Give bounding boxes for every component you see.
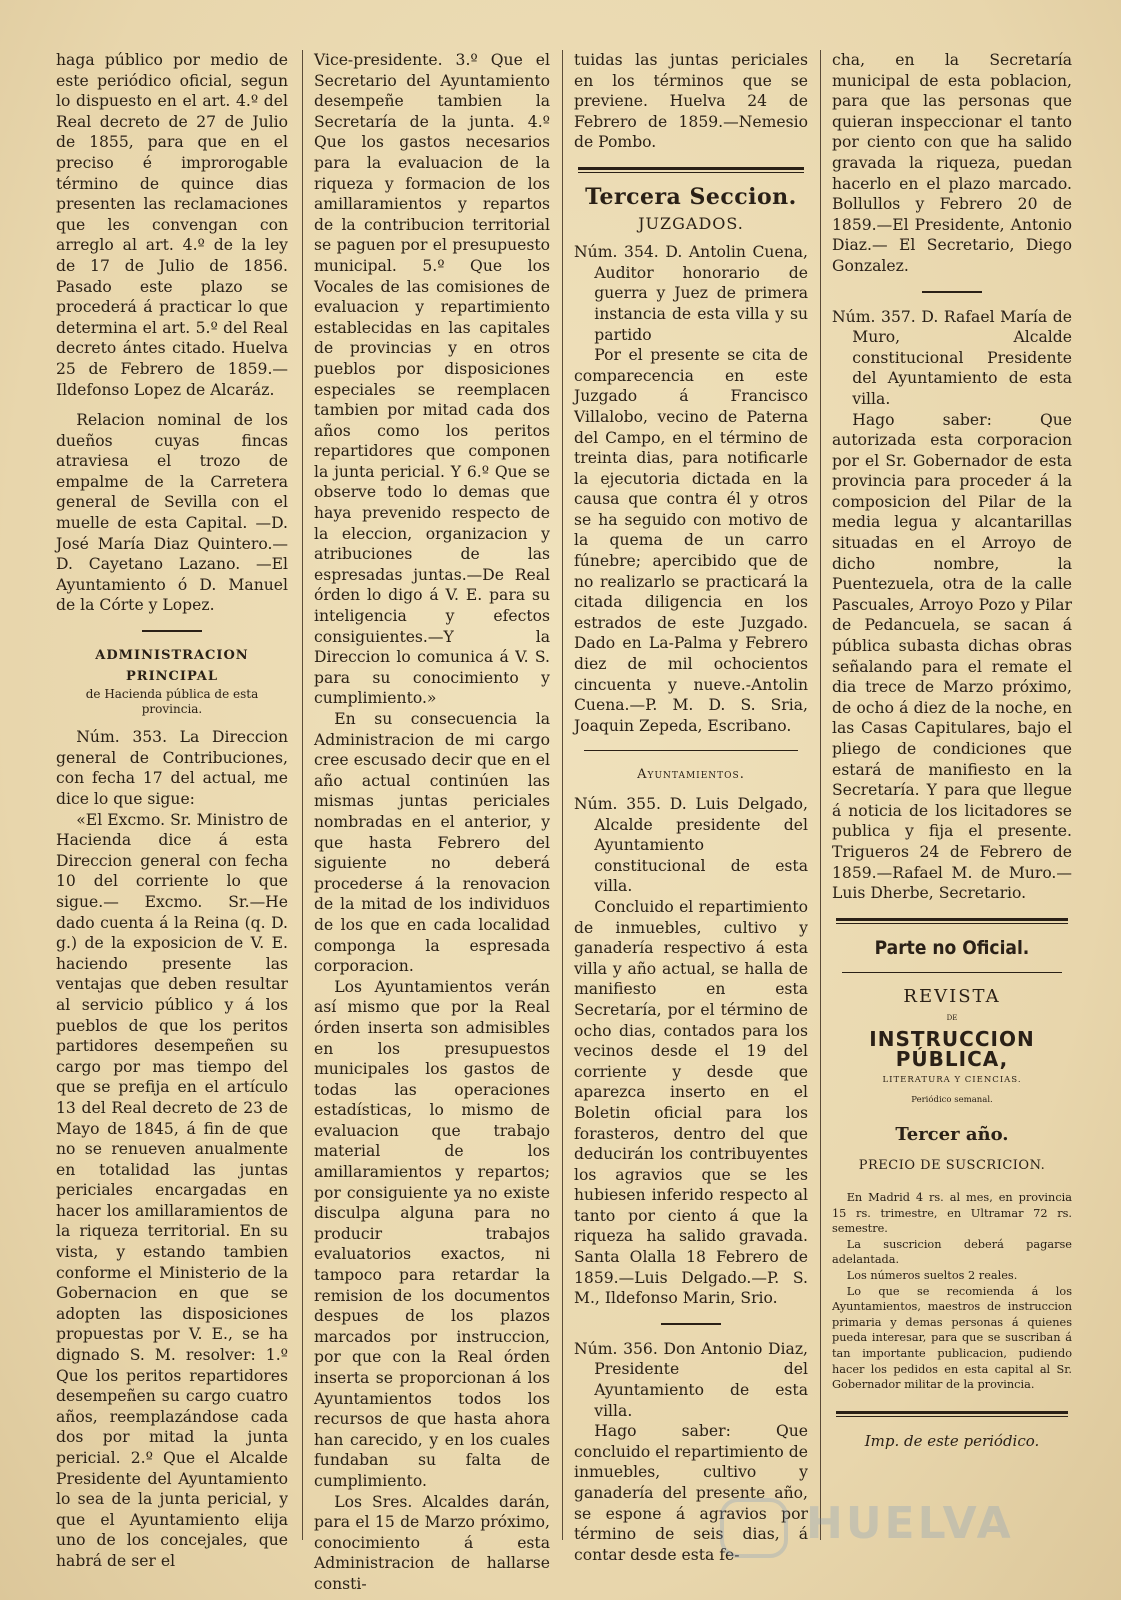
separator xyxy=(842,972,1062,973)
paragraph: Núm. 357. D. Rafael María de Muro, Alcalde constitucional Presidente del Ayuntamiento de esta villa. xyxy=(832,307,1072,408)
ad-frequency: Periódico semanal. xyxy=(911,1095,993,1106)
section-subheading: de Hacienda pública de esta provincia. xyxy=(85,687,259,717)
ad-title-connector: DE xyxy=(946,1013,958,1022)
column-rule xyxy=(302,50,303,1540)
paragraph: Lo que se recomienda á los Ayuntamientos, maestros de instruccion primaria y demas personas á quienes pueda interesar, para que se suscriban á tan importante publicacion, pudiendo hacer los pedidos en esta capital al Sr. Gobernador militar de la provincia. xyxy=(832,1284,1072,1392)
double-rule xyxy=(578,167,804,173)
watermark-logo xyxy=(720,1490,1020,1560)
column-rule xyxy=(820,50,821,1540)
paragraph: Los números sueltos 2 reales. xyxy=(846,1269,1018,1283)
paragraph: Los Ayuntamientos verán así mismo que por la Real órden inserta son admisibles en los presupuestos municipales los gastos de todas las operaciones estadísticas, lo mismo de evaluacion que trabajo material de los amillaramientos y repartos; por consiguiente ya no existe disculpa alguna para no producir trabajos evaluatorios exactos, ni tampoco para retardar la remision de los documentos despues de los plazos marcados por instruccion, por que con la Real órden inserta se proporcionan á los Ayuntamientos todos los recursos de que hasta ahora han carecido, y en los cuales fundaban su falta de cumplimiento. xyxy=(314,977,550,1490)
paragraph: Relacion nominal de los dueños cuyas fincas atraviesa el trozo de empalme de la Carretera general de Sevilla con el muelle de esta Capital. —D. José María Diaz Quintero.—D. Cayetano Lazano. —El Ayuntamiento ó D. Manuel de la Córte y Lopez. xyxy=(56,411,288,615)
paragraph: haga público por medio de este periódico oficial, segun lo dispuesto en el art. 4.º del Real decreto de 27 de Julio de 1855, para que en el preciso é improrogable término de quince dias presenten las reclamaciones que les convengan con arreglo al art. 4.º de la ley de 17 de Julio de 1856. Pasado este plazo se procederá á practicar lo que determina el art. 5.º del Real decreto ántes citado. Huelva 25 de Febrero de 1859.— Ildefonso Lopez de Alcaráz. xyxy=(56,51,288,399)
column-2 xyxy=(314,50,550,1593)
ad-title-main: INSTRUCCION PÚBLICA, xyxy=(869,1026,1035,1072)
paragraph: Núm. 355. D. Luis Delgado, Alcalde presidente del Ayuntamiento constitucional de esta villa. xyxy=(574,795,808,896)
watermark-text: HUELVA xyxy=(806,1498,1014,1549)
paragraph: Hago saber: Que concluido el repartimiento de inmuebles, cultivo y ganadería del presente año, se espone á agravios por término de seis dias, á contar desde esta fe- xyxy=(574,1422,808,1564)
paragraph: Por el presente se cita de comparecencia en este Juzgado á Francisco Villalobo, vecino de Paterna del Campo, en el término de treinta dias, para notificarle la ejecutoria dictada en la causa que contra él y otros se ha seguido con motivo de la quema de un carro fúnebre; apercibido que de no realizarlo se practicará la citada diligencia en los estrados de este Juzgado. Dado en La-Palma y Febrero diez de mil ochocientos cincuenta y nueve.-Antolin Cuena.—P. M. D. S. Sria, Joaquin Zepeda, Escribano. xyxy=(574,346,808,735)
paragraph: Núm. 353. La Direccion general de Contribuciones, con fecha 17 del actual, me dice lo que sigue: xyxy=(56,728,288,808)
subsection-title: Ayuntamientos. xyxy=(637,767,745,783)
subsection-title: JUZGADOS. xyxy=(638,213,744,233)
column-4 xyxy=(832,50,1072,1540)
ad-year: Tercer año. xyxy=(895,1123,1009,1145)
ad-body xyxy=(832,1190,1072,1393)
paragraph: La suscricion deberá pagarse adelantada. xyxy=(832,1237,1072,1267)
paragraph: Los Sres. Alcaldes darán, para el 15 de Marzo próximo, conocimiento á esta Administracion de hallarse consti- xyxy=(314,1492,550,1593)
paragraph: En su consecuencia la Administracion de mi cargo cree escusado decir que en el año actual continúen las mismas juntas periciales nombradas en el anterior, y que hasta Febrero del siguiente no deberá procederse á la renovacion de la mitad de los individuos de los que en cada localidad componga la espresada corporacion. xyxy=(314,710,550,976)
imprint: Imp. de este periódico. xyxy=(864,1431,1040,1450)
paragraph: «El Excmo. Sr. Ministro de Hacienda dice á esta Direccion general con fecha 10 del corriente lo que sigue.— Excmo. Sr.—He dado cuenta á la Reina (q. D. g.) de la exposicion de V. E. haciendo presente las ventajas que deben resultar al servicio público y á los pueblos de que los peritos partidores desempeñen su cargo por mas tiempo del que se prefija en el artículo 13 del Real decreto de 23 de Mayo de 1845, á fin de que no se renueven anualmente en totalidad las juntas periciales encargadas en hacer los amillaramientos de la riqueza territorial. En su vista, y estando tambien conforme el Ministerio de la Gobernacion en que se adopten las disposiciones propuestas por V. E., se ha dignado S. M. resolver: 1.º Que los peritos repartidores desempeñen su cargo cuatro años, reemplazándose cada dos por mitad la junta pericial. 2.º Que el Alcalde Presidente del Ayuntamiento lo sea de la junta pericial, y que el Ayuntamiento elija uno de los concejales, que habrá de ser el xyxy=(56,810,288,1570)
double-rule xyxy=(836,1411,1068,1417)
separator xyxy=(922,291,982,293)
watermark-badge-icon xyxy=(720,1498,788,1558)
ad-price-heading: PRECIO DE SUSCRICION. xyxy=(858,1157,1046,1173)
paragraph: Núm. 354. D. Antolin Cuena, Auditor honorario de guerra y Juez de primera instancia de esta villa y su partido xyxy=(574,243,808,344)
ad-subtitle: LITERATURA Y CIENCIAS. xyxy=(882,1074,1022,1085)
ad-title: REVISTA xyxy=(903,986,1001,1008)
column-rule xyxy=(562,50,563,1540)
paragraph: Concluido el repartimiento de inmuebles, cultivo y ganadería respectivo á esta villa y año actual, se halla de manifiesto en esta Secretaría, por el término de ocho dias, contados para los vecinos desde el 19 del corriente y desde que aparezca inserto en el Boletin oficial para los forasteros, dentro del que deducirán los contribuyentes los agravios que se les hubiesen inferido respecto al tanto por ciento á que la riqueza ha salido gravada. Santa Olalla 18 Febrero de 1859.—Luis Delgado.—P. S. M., Ildefonso Marin, Srio. xyxy=(574,897,808,1308)
paragraph: cha, en la Secretaría municipal de esta poblacion, para que las personas que quieran inspeccionar el tanto por ciento con que ha salido gravada la riqueza, puedan hacerlo en el plazo marcado. Bollullos y Febrero 20 de 1859.—El Presidente, Antonio Diaz.— El Secretario, Diego Gonzalez. xyxy=(832,51,1072,275)
paragraph: Hago saber: Que autorizada esta corporacion por el Sr. Gobernador de esta provincia para proceder á la composicion del Pilar de la media legua y alcantarillas situadas en el Arroyo de dicho nombre, la Puentezuela, otra de la calle Pascuales, Arroyo Pozo y Pilar de Pedancuela, se sacan á pública subasta dichas obras señalando para el remate el dia trece de Marzo próximo, de ocho á diez de la noche, en las Casas Capitulares, bajo el pliego de condiciones que estará de manifiesto en la Secretaría. Y para que llegue á noticia de los licitadores se publica y fija el presente. Trigueros 24 de Febrero de 1859.—Rafael M. de Muro.—Luis Dherbe, Secretario. xyxy=(832,410,1072,903)
section-title: Tercera Seccion. xyxy=(585,183,797,210)
paragraph: tuidas las juntas periciales en los términos que se previene. Huelva 24 de Febrero de 1859.—Nemesio de Pombo. xyxy=(574,51,808,152)
column-3 xyxy=(574,50,808,1564)
paragraph: En Madrid 4 rs. al mes, en provincia 15 rs. trimestre, en Ultramar 72 rs. semestre. xyxy=(832,1191,1072,1236)
separator xyxy=(142,630,202,632)
section-title: Parte no Oficial. xyxy=(874,936,1030,959)
paragraph: Vice-presidente. 3.º Que el Secretario del Ayuntamiento desempeñe tambien la Secretaría de la junta. 4.º Que los gastos necesarios para la evaluacion de la riqueza y formacion de los amillaramientos y repartos de la contribucion territorial se paguen por el presupuesto municipal. 5.º Que los Vocales de las comisiones de evaluacion y repartimiento establecidas en las capitales de provincias y en otros pueblos por disposiciones especiales se reemplacen tambien por mitad cada dos años como los peritos repartidores que componen la junta pericial. Y 6.º Que se observe todo lo demas que haya prevenido respecto de la eleccion, organizacion y atribuciones de las espresadas juntas.—De Real órden lo digo á V. E. para su inteligencia y efectos consiguientes.—Y la Direccion lo comunica á V. S. para su conocimiento y cumplimiento.» xyxy=(314,51,550,708)
double-rule xyxy=(836,918,1068,924)
section-heading: ADMINISTRACION PRINCIPAL xyxy=(95,648,249,684)
column-1 xyxy=(56,50,288,1570)
paragraph: Núm. 356. Don Antonio Diaz, Presidente del Ayuntamiento de esta villa. xyxy=(574,1339,808,1420)
separator xyxy=(584,750,798,751)
separator xyxy=(661,1323,721,1325)
